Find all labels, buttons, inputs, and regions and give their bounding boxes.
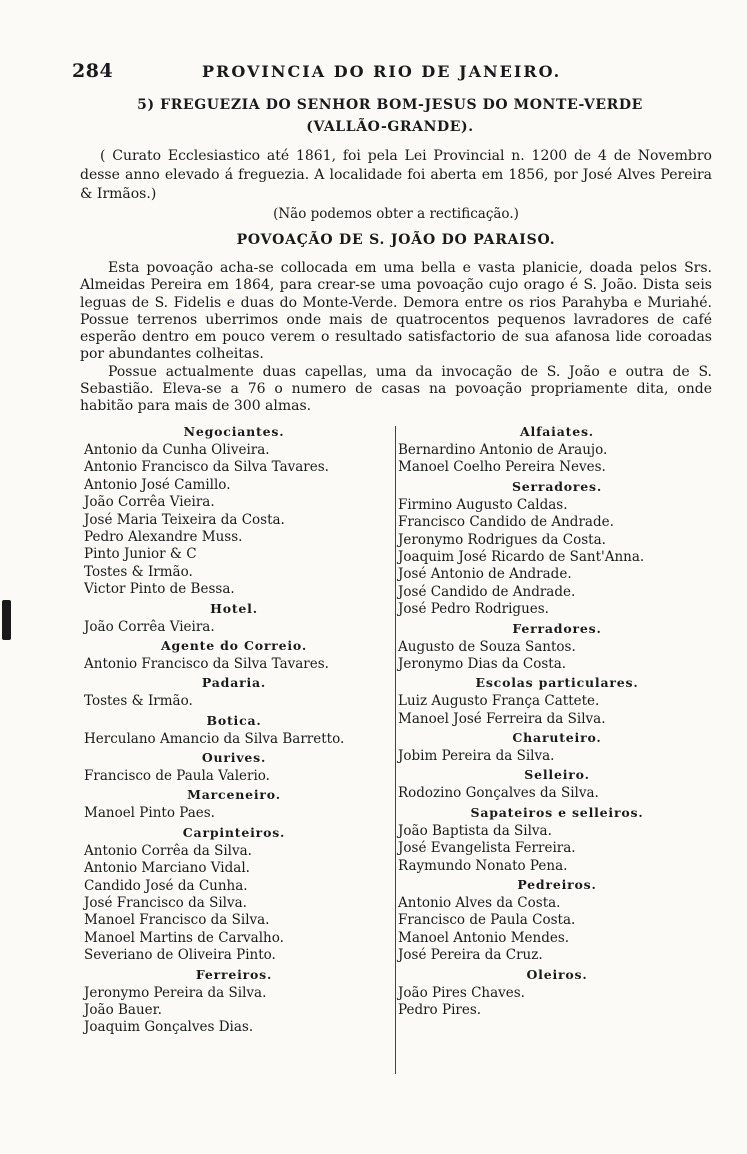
entry-list <box>84 843 384 965</box>
directory-entry: Bernardino Antonio de Araujo. <box>398 442 608 458</box>
category-heading: Alfaiates. <box>520 424 594 439</box>
entry-list <box>398 693 716 728</box>
directory-entry: Jeronymo Dias da Costa. <box>398 655 567 672</box>
category-heading: Ferreiros. <box>195 966 273 982</box>
category-heading: Charuteiro. <box>512 730 602 746</box>
editorial-note: (Não podemos obter a rectificação.) <box>273 206 519 222</box>
column-divider <box>395 426 396 1074</box>
directory-entry: José Candido de Andrade. <box>398 583 576 600</box>
running-header <box>72 60 692 82</box>
category-heading: Hotel. <box>210 600 258 616</box>
description <box>80 260 712 416</box>
directory-entry: Raymundo Nonato Pena. <box>398 857 568 874</box>
directory-entry: Antonio Francisco da Silva Tavares. <box>84 459 329 476</box>
entry-list <box>398 785 716 802</box>
category-heading: Ourives. <box>201 750 267 766</box>
running-title: PROVINCIA DO RIO DE JANEIRO. <box>202 62 562 81</box>
entry-list <box>84 656 384 673</box>
directory-entry: Tostes & Irmão. <box>84 563 193 580</box>
directory-entry: Joaquim Gonçalves Dias. <box>84 1019 254 1036</box>
entry-list <box>398 442 716 477</box>
directory-entry: Antonio Alves da Costa. <box>398 895 561 912</box>
category-heading: Pedreiros. <box>517 877 597 893</box>
description-paragraph-1: Esta povoação acha-se collocada em uma bella e vasta planicie, doada pelos Srs. Almeidas Pereira em 1864, para crear-se uma povoação cujo orago é S. João. Dista seis leguas de S. Fidelis e duas do Monte-Verde. Demora entre os rios Parahyba e Muriahé. Possue terrenos uberrimos onde mais de quatrocentos pequenos lavradores de café esperão dentro em pouco verem o resultado satisfactorio de sua afanosa lide coroadas por abundantes colheitas. <box>80 260 712 363</box>
right-column <box>398 422 716 1019</box>
directory-entry: Antonio Corrêa da Silva. <box>84 842 252 859</box>
entry-list <box>84 805 384 822</box>
category-heading: Botica. <box>206 712 262 728</box>
directory-entry: José Pereira da Cruz. <box>398 947 543 964</box>
category-heading: Padaria. <box>201 675 267 691</box>
entry-list <box>398 748 716 765</box>
category-heading: Sapateiros e selleiros. <box>470 804 644 820</box>
directory-entry: José Francisco da Silva. <box>84 895 247 912</box>
directory-entry: Francisco de Paula Costa. <box>398 912 576 929</box>
margin-mark <box>2 600 11 640</box>
category-heading: Negociantes. <box>183 424 285 439</box>
directory-entry: Manoel Francisco da Silva. <box>84 912 270 929</box>
directory-entry: João Pires Chaves. <box>398 984 525 1001</box>
directory-entry: Joaquim José Ricardo de Sant'Anna. <box>398 548 645 565</box>
category-heading: Oleiros. <box>526 966 588 982</box>
section-title-line1: 5) FREGUEZIA DO SENHOR BOM-JESUS DO MONTE-VERDE <box>137 97 643 113</box>
directory-entry: Luiz Augusto França Cattete. <box>398 693 600 710</box>
directory-entry: Pedro Alexandre Muss. <box>84 528 243 545</box>
category-heading: Carpinteiros. <box>182 824 286 840</box>
category-heading: Agente do Correio. <box>160 637 308 653</box>
directory-entry: Jeronymo Pereira da Silva. <box>84 984 267 1001</box>
category-heading: Escolas particulares. <box>475 675 639 691</box>
directory-entry: João Corrêa Vieira. <box>84 618 215 635</box>
directory-entry: Rodozino Gonçalves da Silva. <box>398 785 599 802</box>
directory-entry: Pedro Pires. <box>398 1001 482 1018</box>
directory-entry: Manoel Pinto Paes. <box>84 805 215 822</box>
intro-paragraph: ( Curato Ecclesiastico até 1861, foi pela Lei Provincial n. 1200 de 4 de Novembro desse anno elevado á freguezia. A localidade foi aberta em 1856, por José Alves Pereira & Irmãos.) <box>80 148 712 202</box>
entry-list <box>398 985 716 1020</box>
directory-entry: João Bauer. <box>84 1001 162 1018</box>
description-paragraph-2: Possue actualmente duas capellas, uma da invocação de S. João e outra de S. Sebastião. Eleva-se a 76 o numero de casas na povoação propriamente dita, onde habitão para mais de 300 almas. <box>80 363 712 415</box>
directory-entry: João Corrêa Vieira. <box>84 494 215 511</box>
entry-list <box>398 823 716 875</box>
directory-entry: Manoel Martins de Carvalho. <box>84 929 284 946</box>
directory-entry: José Pedro Rodrigues. <box>398 601 549 618</box>
entry-list <box>398 639 716 674</box>
category-heading: Serradores. <box>511 478 603 494</box>
directory-entry: Francisco Candido de Andrade. <box>398 514 614 531</box>
directory-entry: Antonio Francisco da Silva Tavares. <box>84 655 329 672</box>
entry-list <box>398 497 716 619</box>
entry-list <box>398 895 716 965</box>
directory-entry: Manoel Coelho Pereira Neves. <box>398 459 606 476</box>
left-column <box>84 422 384 1037</box>
section-title <box>90 94 690 138</box>
directory-entry: Candido José da Cunha. <box>84 877 248 894</box>
directory-entry: Jobim Pereira da Silva. <box>398 748 555 765</box>
section-title-line2: (VALLÃO-GRANDE). <box>306 119 474 135</box>
directory-entry: José Maria Teixeira da Costa. <box>84 511 285 528</box>
directory-entry: Antonio Marciano Vidal. <box>84 860 250 877</box>
directory-entry: Augusto de Souza Santos. <box>398 638 576 655</box>
directory-entry: Manoel Antonio Mendes. <box>398 929 570 946</box>
category-heading: Ferradores. <box>512 620 602 636</box>
directory-entry: Severiano de Oliveira Pinto. <box>84 947 276 964</box>
subsection-title: POVOAÇÃO DE S. JOÃO DO PARAISO. <box>236 232 556 248</box>
directory-entry: Antonio da Cunha Oliveira. <box>84 442 270 458</box>
entry-list <box>84 731 384 748</box>
entry-list <box>84 768 384 785</box>
directory-entry: Firmino Augusto Caldas. <box>398 496 568 513</box>
category-heading: Marceneiro. <box>187 787 281 803</box>
directory-entry: José Evangelista Ferreira. <box>398 840 576 857</box>
directory-entry: Tostes & Irmão. <box>84 693 193 710</box>
directory-entry: Pinto Junior & C <box>84 546 197 563</box>
directory-entry: Victor Pinto de Bessa. <box>84 581 235 598</box>
directory-entry: Herculano Amancio da Silva Barretto. <box>84 730 345 747</box>
directory-entry: José Antonio de Andrade. <box>398 566 572 583</box>
directory-entry: Manoel José Ferreira da Silva. <box>398 710 606 727</box>
page-number: 284 <box>72 60 114 82</box>
directory-entry: Antonio José Camillo. <box>84 476 231 493</box>
entry-list <box>84 619 384 636</box>
category-heading: Selleiro. <box>524 767 590 783</box>
entry-list <box>84 693 384 710</box>
entry-list <box>84 985 384 1037</box>
directory-entry: Jeronymo Rodrigues da Costa. <box>398 531 606 548</box>
directory-entry: João Baptista da Silva. <box>398 822 552 839</box>
entry-list <box>84 442 384 599</box>
directory-entry: Francisco de Paula Valerio. <box>84 768 270 785</box>
